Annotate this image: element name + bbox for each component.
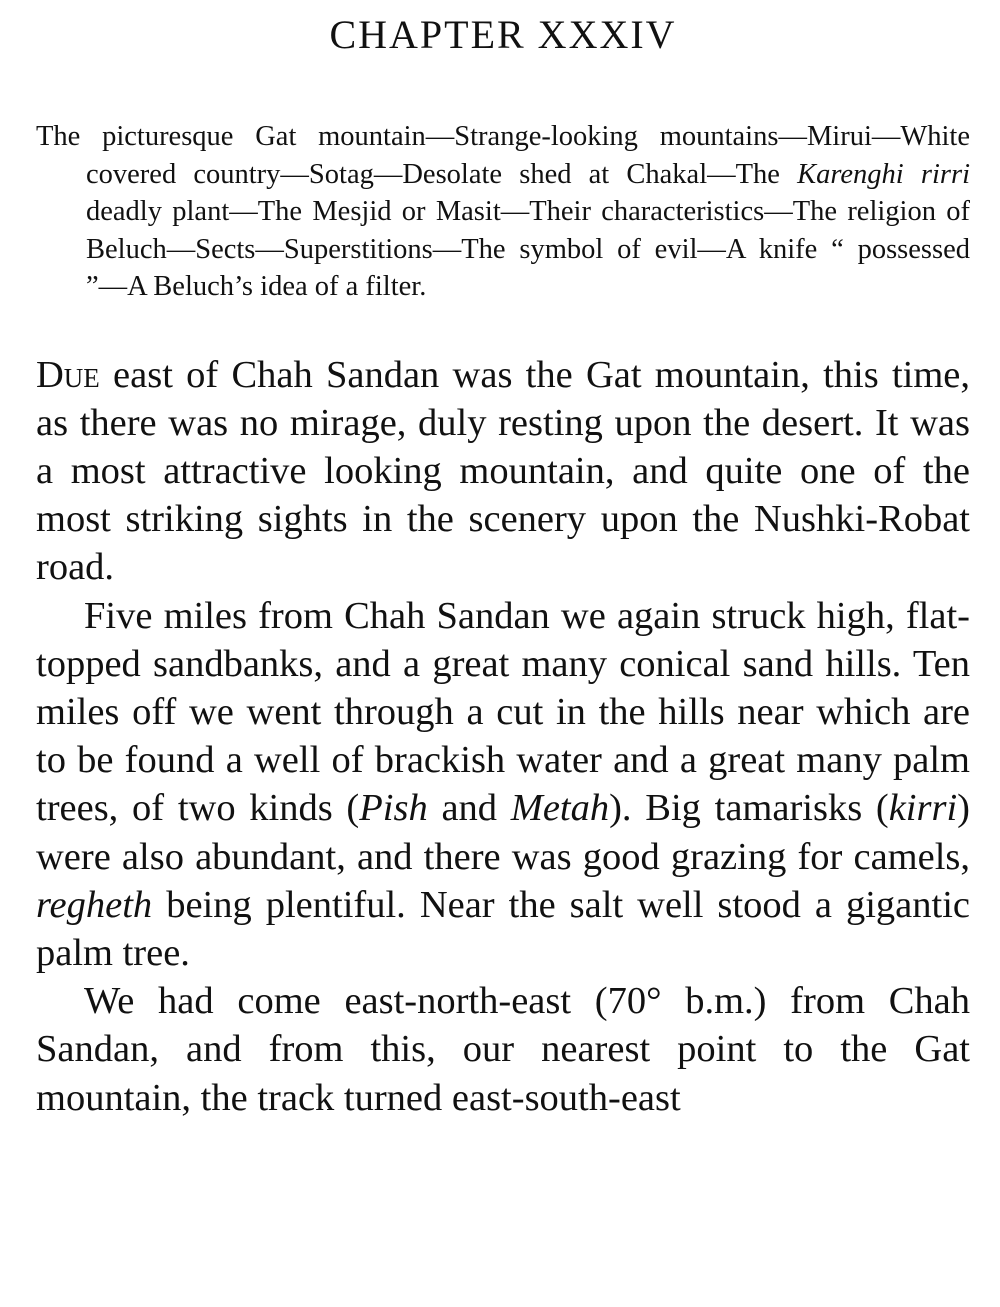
paragraph-lead-word: Due	[36, 353, 100, 396]
chapter-summary	[36, 118, 970, 306]
body-text	[36, 351, 970, 1122]
italic-metah: Metah	[510, 787, 610, 830]
paragraph-1	[36, 351, 970, 592]
paragraph-2-text-3: ). Big tamarisks (	[609, 787, 889, 830]
italic-pish: Pish	[359, 787, 428, 830]
paragraph-2-text-4: ) were also abundant, and there was good grazing for camels,	[36, 787, 970, 878]
book-page	[36, 0, 970, 1307]
italic-regheth: regheth	[36, 883, 153, 926]
paragraph-3	[36, 977, 970, 1122]
chapter-title: CHAPTER XXXIV	[329, 12, 677, 57]
paragraph-2-text-1: Five miles from Chah Sandan we again struck high, flat-topped sandbanks, and a great many conical sand hills. Ten miles off we went through a cut in the hills near which are to be found a well of brackish water and a great many palm trees, of two kinds (	[36, 594, 970, 830]
paragraph-3-text: We had come east-north-east (70° b.m.) from Chah Sandan, and from this, our nearest point to the Gat mountain, the track turned east-south-east	[36, 980, 970, 1119]
paragraph-2-text-2: and	[427, 787, 511, 830]
paragraph-2	[36, 592, 970, 978]
paragraph-2-text-5: being plentiful. Near the salt well stood a gigantic palm tree.	[36, 883, 970, 974]
summary-italic-plant-name: Karenghi rirri	[797, 158, 970, 190]
summary-text-1: The picturesque Gat mountain—Strange-looking mountains—Mirui—White covered country—Sotag—Desolate shed at Chakal—The	[36, 121, 970, 190]
summary-text-2: deadly plant—The Mesjid or Masit—Their characteristics—The religion of Beluch—Sects—Superstitions—The symbol of evil—A knife “ possessed ”—A Beluch’s idea of a filter.	[86, 196, 970, 302]
italic-kirri: kirri	[888, 787, 958, 830]
paragraph-1-text: east of Chah Sandan was the Gat mountain, this time, as there was no mirage, duly resting upon the desert. It was a most attractive looking mountain, and quite one of the most striking sights in the scenery upon the Nushki-Robat road.	[36, 353, 970, 589]
